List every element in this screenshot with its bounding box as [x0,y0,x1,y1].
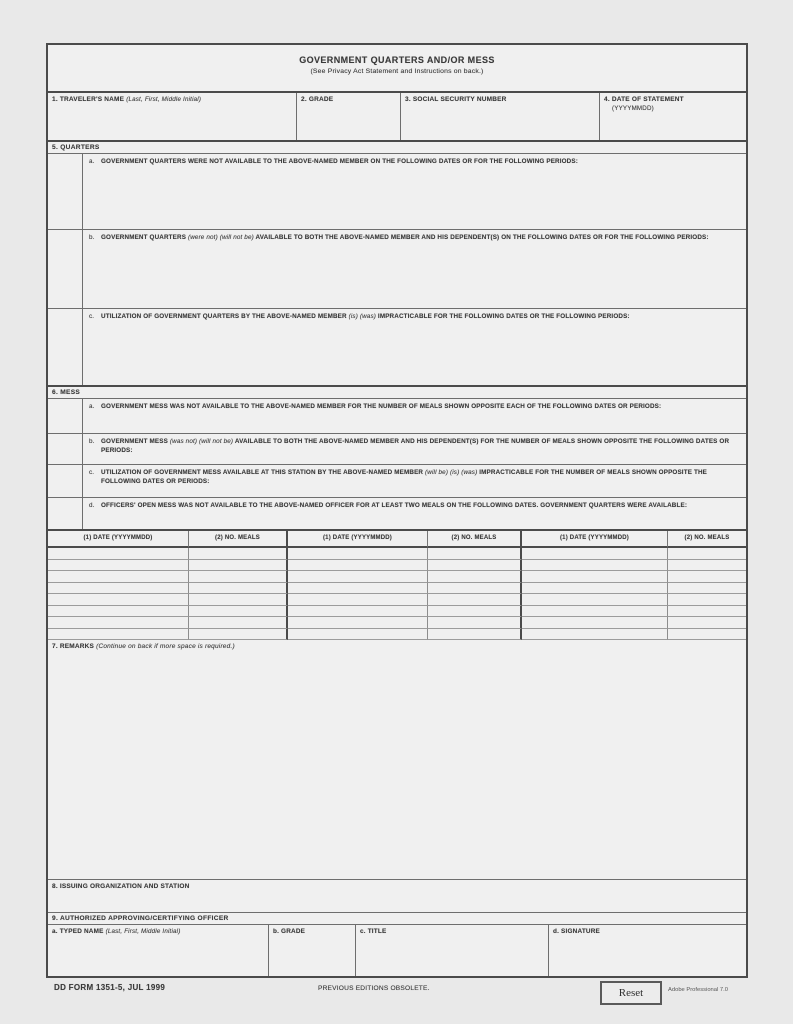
meals-count-cell[interactable] [428,583,522,595]
reset-button-label: Reset [618,987,644,999]
dd-form-1351-5 [46,43,748,978]
adobe-version-note: Adobe Professional 7.0 [668,987,728,993]
meals-table-body [48,548,746,640]
date-column-header: (1) DATE (YYYYMMDD) [48,531,189,548]
date-cell[interactable] [288,629,428,641]
mess-item-d [48,498,746,531]
traveler-name-label: 1. TRAVELER'S NAME [52,96,125,103]
mess-item-c [48,465,746,498]
date-cell[interactable] [522,583,668,595]
date-cell[interactable] [48,571,189,583]
date-cell[interactable] [288,560,428,572]
officer-typed-name-hint: (Last, First, Middle Initial) [105,928,181,935]
meals-count-cell[interactable] [428,594,522,606]
meals-count-cell[interactable] [189,548,288,560]
date-cell[interactable] [288,594,428,606]
mess-c-text: UTILIZATION OF GOVERNMENT MESS AVAILABLE AT THIS STATION BY THE ABOVE-NAMED MEMBER (will be) (is) (was) IMPRACTICABLE FOR THE NUMBER OF MEALS SHOWN OPPOSITE THE FOLLOWING DATES OR PERIODS: [101,469,708,485]
mess-a-entry-area[interactable] [83,399,746,433]
date-cell[interactable] [522,606,668,618]
mess-a-letter: a. [89,403,95,410]
grade-field[interactable] [297,93,401,140]
mess-a-text: GOVERNMENT MESS WAS NOT AVAILABLE TO THE ABOVE-NAMED MEMBER FOR THE NUMBER OF MEALS SHOWN OPPOSITE EACH OF THE FOLLOWING DATES OR PERIODS: [101,403,662,410]
quarters-c-text: UTILIZATION OF GOVERNMENT QUARTERS BY THE ABOVE-NAMED MEMBER (is) (was) IMPRACTICABLE FOR THE FOLLOWING DATES OR THE FOLLOWING PERIODS: [101,313,630,320]
quarters-b-gutter [48,230,83,308]
date-cell[interactable] [288,571,428,583]
officer-title-field[interactable] [356,925,549,976]
quarters-item-a [48,154,746,230]
meals-table-header [48,531,746,548]
remarks-heading: 7. REMARKS (Continue on back if more space is required.) [52,643,235,650]
meals-count-cell[interactable] [668,548,746,560]
meals-column-header: (2) NO. MEALS [428,531,522,548]
quarters-a-gutter [48,154,83,229]
form-title: GOVERNMENT QUARTERS AND/OR MESS [299,55,495,65]
mess-c-gutter [48,465,83,497]
quarters-b-text: GOVERNMENT QUARTERS (were not) (will not be) AVAILABLE TO BOTH THE ABOVE-NAMED MEMBER AND HIS DEPENDENT(S) ON THE FOLLOWING DATES OR FOR THE FOLLOWING PERIODS: [101,234,709,241]
date-cell[interactable] [522,617,668,629]
meals-count-cell[interactable] [668,560,746,572]
mess-item-a [48,399,746,434]
meals-count-cell[interactable] [668,594,746,606]
issuing-organization-section[interactable] [48,880,746,913]
date-cell[interactable] [522,560,668,572]
quarters-b-entry-area[interactable] [83,230,746,308]
meals-table [48,531,746,640]
mess-item-b [48,434,746,465]
mess-b-letter: b. [89,438,95,445]
date-format-hint: (YYYYMMDD) [612,105,654,112]
date-cell[interactable] [48,548,189,560]
officer-section-heading: 9. AUTHORIZED APPROVING/CERTIFYING OFFICER [48,913,746,925]
mess-b-entry-area[interactable] [83,434,746,464]
traveler-info-row [48,93,746,142]
ssn-label: 3. SOCIAL SECURITY NUMBER [405,96,507,103]
meals-count-cell[interactable] [668,606,746,618]
date-of-statement-field[interactable] [600,93,746,140]
date-of-statement-label: 4. DATE OF STATEMENT [604,96,684,103]
quarters-item-b [48,230,746,309]
date-cell[interactable] [522,629,668,641]
date-cell[interactable] [48,617,189,629]
quarters-a-entry-area[interactable] [83,154,746,229]
date-cell[interactable] [288,583,428,595]
title-block [48,45,746,93]
meals-count-cell[interactable] [189,571,288,583]
date-cell[interactable] [48,606,189,618]
meals-count-cell[interactable] [189,560,288,572]
meals-count-cell[interactable] [189,594,288,606]
quarters-item-c [48,309,746,387]
meals-count-cell[interactable] [428,560,522,572]
quarters-c-entry-area[interactable] [83,309,746,385]
quarters-c-letter: c. [89,313,95,320]
meals-count-cell[interactable] [668,629,746,641]
officer-typed-name-field[interactable] [48,925,269,976]
date-cell[interactable] [48,629,189,641]
quarters-a-letter: a. [89,158,95,165]
remarks-section[interactable] [48,640,746,880]
officer-typed-name-label: a. TYPED NAME [52,928,104,935]
mess-d-letter: d. [89,502,95,509]
quarters-c-gutter [48,309,83,385]
mess-c-entry-area[interactable] [83,465,746,497]
meals-count-cell[interactable] [189,606,288,618]
date-cell[interactable] [522,594,668,606]
meals-column-header: (2) NO. MEALS [668,531,746,548]
obsolete-note: PREVIOUS EDITIONS OBSOLETE. [318,985,430,992]
form-subtitle: (See Privacy Act Statement and Instructions on back.) [310,68,484,75]
date-cell[interactable] [288,548,428,560]
ssn-field[interactable] [401,93,600,140]
date-column-header: (1) DATE (YYYYMMDD) [288,531,428,548]
date-cell[interactable] [522,548,668,560]
meals-column-header: (2) NO. MEALS [189,531,288,548]
traveler-name-hint: (Last, First, Middle Initial) [126,96,202,103]
mess-d-text: OFFICERS' OPEN MESS WAS NOT AVAILABLE TO THE ABOVE-NAMED OFFICER FOR AT LEAST TWO MEALS ON THE FOLLOWING DATES. GOVERNMENT QUARTERS WERE AVAILABLE: [101,502,688,509]
issuing-organization-heading: 8. ISSUING ORGANIZATION AND STATION [52,883,190,890]
mess-b-text: GOVERNMENT MESS (was not) (will not be) AVAILABLE TO BOTH THE ABOVE-NAMED MEMBER AND HIS DEPENDENT(S) FOR THE NUMBER OF MEALS SHOWN OPPOSITE THE FOLLOWING DATES OR PERIODS: [101,438,730,454]
officer-grade-field[interactable] [269,925,356,976]
mess-d-entry-area[interactable] [83,498,746,529]
form-number: DD FORM 1351-5, JUL 1999 [54,983,166,992]
grade-label: 2. GRADE [301,96,334,103]
meals-count-cell[interactable] [428,571,522,583]
remarks-note: (Continue on back if more space is required.) [96,643,235,650]
officer-signature-field[interactable] [549,925,746,976]
meals-count-cell[interactable] [189,617,288,629]
mess-c-letter: c. [89,469,95,476]
quarters-section-heading: 5. QUARTERS [48,142,746,154]
officer-signature-label: d. SIGNATURE [553,928,601,935]
date-cell[interactable] [48,583,189,595]
date-cell[interactable] [48,594,189,606]
date-cell[interactable] [48,560,189,572]
meals-count-cell[interactable] [668,571,746,583]
meals-count-cell[interactable] [668,617,746,629]
date-cell[interactable] [288,617,428,629]
mess-b-gutter [48,434,83,464]
date-column-header: (1) DATE (YYYYMMDD) [522,531,668,548]
meals-count-cell[interactable] [428,606,522,618]
officer-grade-label: b. GRADE [273,928,306,935]
quarters-b-letter: b. [89,234,95,241]
meals-count-cell[interactable] [189,583,288,595]
meals-count-cell[interactable] [189,629,288,641]
officer-detail-row [48,925,746,976]
traveler-name-field[interactable] [48,93,297,140]
meals-count-cell[interactable] [428,629,522,641]
mess-d-gutter [48,498,83,529]
meals-count-cell[interactable] [428,548,522,560]
mess-section-heading: 6. MESS [48,387,746,399]
meals-count-cell[interactable] [668,583,746,595]
date-cell[interactable] [288,606,428,618]
date-cell[interactable] [522,571,668,583]
meals-count-cell[interactable] [428,617,522,629]
officer-title-label: c. TITLE [360,928,387,935]
mess-a-gutter [48,399,83,433]
reset-button[interactable] [600,981,662,1005]
quarters-a-text: GOVERNMENT QUARTERS WERE NOT AVAILABLE TO THE ABOVE-NAMED MEMBER ON THE FOLLOWING DATES OR FOR THE FOLLOWING PERIODS: [101,158,578,165]
